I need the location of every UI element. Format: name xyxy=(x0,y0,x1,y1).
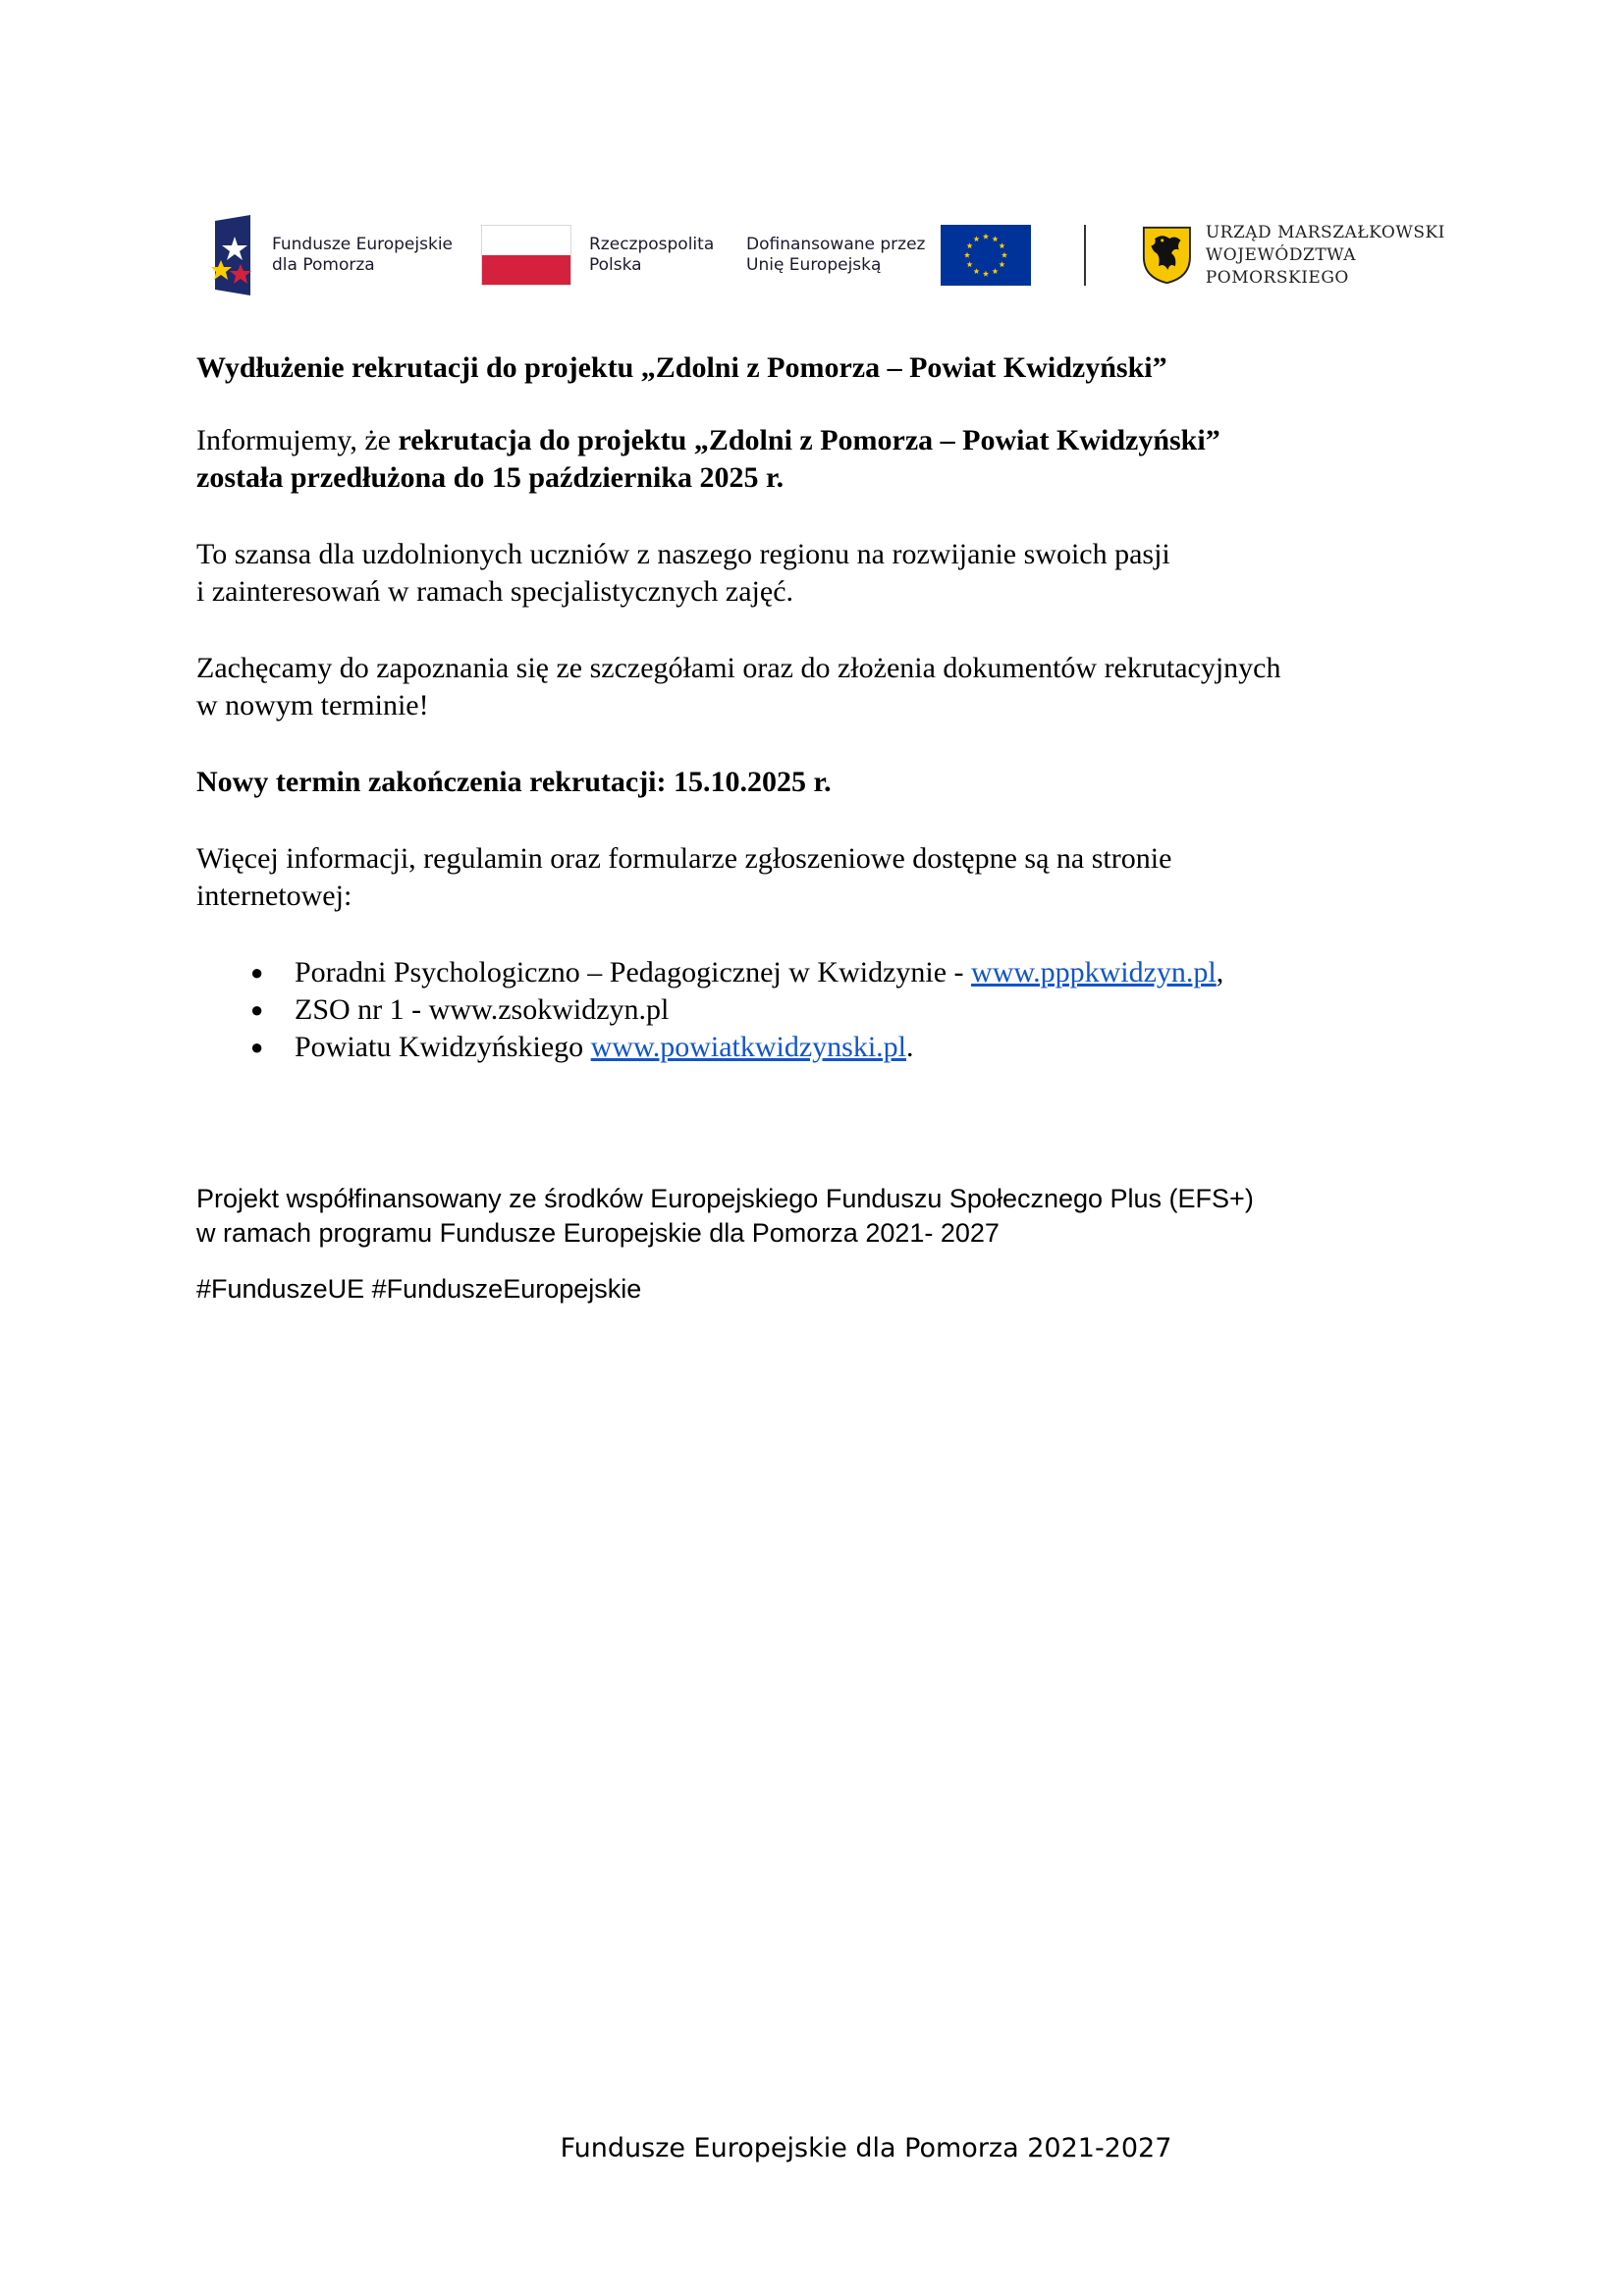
fe-logo-line1: Fundusze Europejskie xyxy=(272,235,453,254)
um-logo-line2: WOJEWÓDZTWA POMORSKIEGO xyxy=(1205,244,1357,288)
funding-statement xyxy=(196,1182,1473,1307)
list-item xyxy=(196,1029,1434,1066)
link-label-powiat: Powiatu Kwidzyńskiego xyxy=(295,1031,591,1063)
announcement-body xyxy=(196,349,1434,1066)
link-label-ppp: Poradni Psychologiczno – Pedagogicznej w Kwidzynie - xyxy=(295,956,972,988)
eu-logo-line1: Dofinansowane przez xyxy=(746,235,926,254)
eu-logo-line2: Unię Europejską xyxy=(746,255,882,275)
eu-flag-icon xyxy=(941,225,1031,286)
more-info-line2: internetowej: xyxy=(196,880,352,912)
link-label-zso: ZSO nr 1 - www.zsokwidzyn.pl xyxy=(295,993,670,1026)
logo-divider xyxy=(1084,225,1086,286)
link-suffix: , xyxy=(1216,956,1224,988)
intro-bold-2: została przedłużona do 15 października 2025 r. xyxy=(196,461,785,494)
intro-bold-1: rekrutacja do projektu „Zdolni z Pomorza – Powiat Kwidzyński” xyxy=(398,424,1220,456)
fundusze-europejskie-logo xyxy=(211,211,453,299)
bullet-icon: ● xyxy=(250,997,264,1022)
paragraph-opportunity xyxy=(196,536,1434,611)
pppkwidzyn-link[interactable]: www.pppkwidzyn.pl xyxy=(971,956,1217,988)
list-item xyxy=(196,991,1434,1029)
eu-cofinanced-logo xyxy=(746,211,1031,299)
info-links-list xyxy=(196,954,1434,1066)
rp-logo-line2: Polska xyxy=(589,255,642,275)
logo-bar xyxy=(211,211,1488,299)
rzeczpospolita-polska-logo xyxy=(481,211,714,299)
hashtags: #FunduszeUE #FunduszeEuropejskie xyxy=(196,1274,642,1304)
paragraph-encouragement xyxy=(196,650,1434,724)
encouragement-line2: w nowym terminie! xyxy=(196,689,429,721)
funding-line2: w ramach programu Fundusze Europejskie dla Pomorza 2021- 2027 xyxy=(196,1218,1000,1248)
um-logo-line1: URZĄD MARSZAŁKOWSKI xyxy=(1205,222,1445,242)
urzad-marszalkowski-logo xyxy=(1142,211,1488,299)
announcement-title: Wydłużenie rekrutacji do projektu „Zdolni z Pomorza – Powiat Kwidzyński” xyxy=(196,351,1167,384)
griffin-crest-icon xyxy=(1142,224,1192,287)
link-suffix: . xyxy=(906,1031,914,1063)
funding-line1: Projekt współfinansowany ze środków Europejskiego Funduszu Społecznego Plus (EFS+) xyxy=(196,1184,1254,1213)
bullet-icon: ● xyxy=(250,960,264,985)
deadline-notice: Nowy termin zakończenia rekrutacji: 15.10.2025 r. xyxy=(196,766,832,798)
encouragement-line1: Zachęcamy do zapoznania się ze szczegółami oraz do złożenia dokumentów rekrutacyjnych xyxy=(196,652,1281,684)
opportunity-line2: i zainteresowań w ramach specjalistycznych zajęć. xyxy=(196,575,794,608)
powiatkwidzynski-link[interactable]: www.powiatkwidzynski.pl xyxy=(590,1031,906,1063)
paragraph-intro xyxy=(196,422,1434,497)
polish-flag-icon xyxy=(481,225,571,286)
paragraph-more-info xyxy=(196,840,1434,915)
list-item xyxy=(196,954,1434,991)
page-footer: Fundusze Europejskie dla Pomorza 2021-2027 xyxy=(560,2133,1172,2163)
fe-logo-line2: dla Pomorza xyxy=(272,255,375,275)
opportunity-line1: To szansa dla uzdolnionych uczniów z naszego regionu na rozwijanie swoich pasji xyxy=(196,538,1170,570)
fe-star-icon xyxy=(211,215,258,295)
intro-text: Informujemy, że xyxy=(196,424,399,456)
more-info-line1: Więcej informacji, regulamin oraz formularze zgłoszeniowe dostępne są na stronie xyxy=(196,842,1172,875)
rp-logo-line1: Rzeczpospolita xyxy=(589,235,715,254)
bullet-icon: ● xyxy=(250,1035,264,1059)
